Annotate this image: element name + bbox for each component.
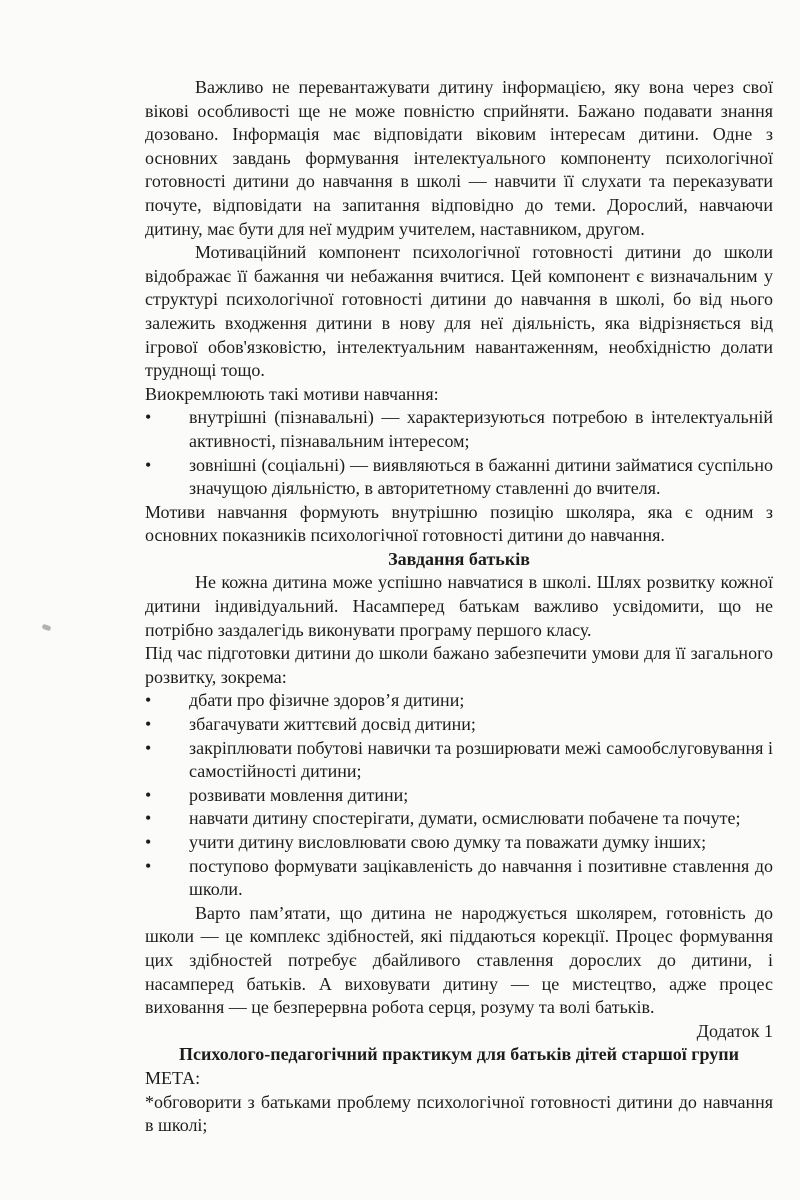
list-item-text: закріплювати побутові навички та розширювати межі самообслуговування і самостійності дитини; [189, 737, 773, 782]
heading-workshop: Психолого-педагогічний практикум для батьків дітей старшої групи [179, 1044, 739, 1065]
bullet-icon: • [145, 690, 152, 711]
paragraph-motives-summary: Мотиви навчання формують внутрішню позицію школяра, яка є одним з основних показників психологічної готовності дитини до навчання. [145, 501, 773, 546]
list-item-motive-external [145, 454, 773, 501]
paragraph-remember: Варто пам’ятати, що дитина не народжується школярем, готовність до школи — це комплекс здібностей, які піддаються корекції. Процес формування цих здібностей потребує дбайливого ставлення дорослих до дитини, і насамперед батьків. А виховувати дитину — це мистецтво, адже процес виховання — це безперервна робота серця, розуму та волі батьків. [145, 902, 773, 1018]
list-item-condition [145, 855, 773, 902]
bullet-icon: • [145, 407, 152, 428]
bullet-icon: • [145, 855, 152, 876]
bullet-icon: • [145, 737, 152, 758]
bullet-icon: • [145, 808, 152, 829]
list-item-motive-internal [145, 406, 773, 453]
appendix-label: Додаток 1 [696, 1020, 773, 1041]
list-item-text: учити дитину висловлювати свою думку та поважати думку інших; [189, 832, 707, 852]
list-item-condition [145, 807, 773, 831]
bullet-icon: • [145, 454, 152, 475]
list-item-condition [145, 831, 773, 855]
bullet-icon: • [145, 832, 152, 852]
list-item-text: поступово формувати зацікавленість до навчання і позитивне ставлення до школи. [189, 855, 773, 900]
heading-parents-tasks: Завдання батьків [388, 548, 530, 569]
bullet-icon: • [145, 714, 152, 735]
list-item-text: внутрішні (пізнавальні) — характеризуються потребою в інтелектуальній активності, пізнавальним інтересом; [189, 407, 773, 451]
list-item-condition [145, 689, 773, 713]
paragraph-info-overload: Важливо не перевантажувати дитину інформацією, яку вона через свої вікові особливості ще не може повністю сприйняти. Бажано подавати знання дозовано. Інформація має відповідати віковим інтересам дитини. Одне з основних завдань формування інтелектуального компоненту психологічної готовності дитини до навчання в школі — навчити її слухати та переказувати почуте, відповідати на запитання відповідно до теми. Дорослий, навчаючи дитину, має бути для неї мудрим учителем, наставником, другом. [145, 77, 773, 239]
list-item-text: зовнішні (соціальні) — виявляються в бажанні дитини займатися суспільно значущою діяльністю, в авторитетному ставленні до вчителя. [189, 454, 773, 499]
list-item-text: збагачувати життєвий досвід дитини; [189, 714, 476, 735]
scan-speck [41, 624, 51, 632]
goal-item: *обговорити з батьками проблему психологічної готовності дитини до навчання в школі; [145, 1091, 773, 1136]
list-item-condition [145, 713, 773, 737]
paragraph-individual-path: Не кожна дитина може успішно навчатися в школі. Шлях розвитку кожної дитини індивідуальний. Насамперед батькам важливо усвідомити, що не потрібно заздалегідь виконувати програму першого класу. [145, 572, 773, 640]
list-item-text: навчати дитину спостерігати, думати, осмислювати побачене та почуте; [189, 808, 741, 829]
list-item-text: дбати про фізичне здоров’я дитини; [189, 690, 465, 711]
goal-label: МЕТА: [145, 1067, 201, 1088]
list-item-text: розвивати мовлення дитини; [189, 784, 409, 805]
list-item-condition [145, 784, 773, 808]
paragraph-motives-intro: Виокремлюють такі мотиви навчання: [145, 383, 439, 404]
list-item-condition [145, 737, 773, 784]
paragraph-conditions-intro: Під час підготовки дитини до школи бажано забезпечити умови для її загального розвитку, зокрема: [145, 643, 773, 687]
paragraph-motivation-component: Мотиваційний компонент психологічної готовності дитини до школи відображає її бажання чи небажання вчитися. Цей компонент є визначальним у структурі психологічної готовності дитини до навчання в школі, бо від нього залежить входження дитини в нову для неї діяльність, яка відрізняється від ігрової обов'язковістю, інтелектуальним навантаженням, необхідністю долати труднощі тощо. [145, 242, 773, 381]
bullet-icon: • [145, 784, 152, 805]
